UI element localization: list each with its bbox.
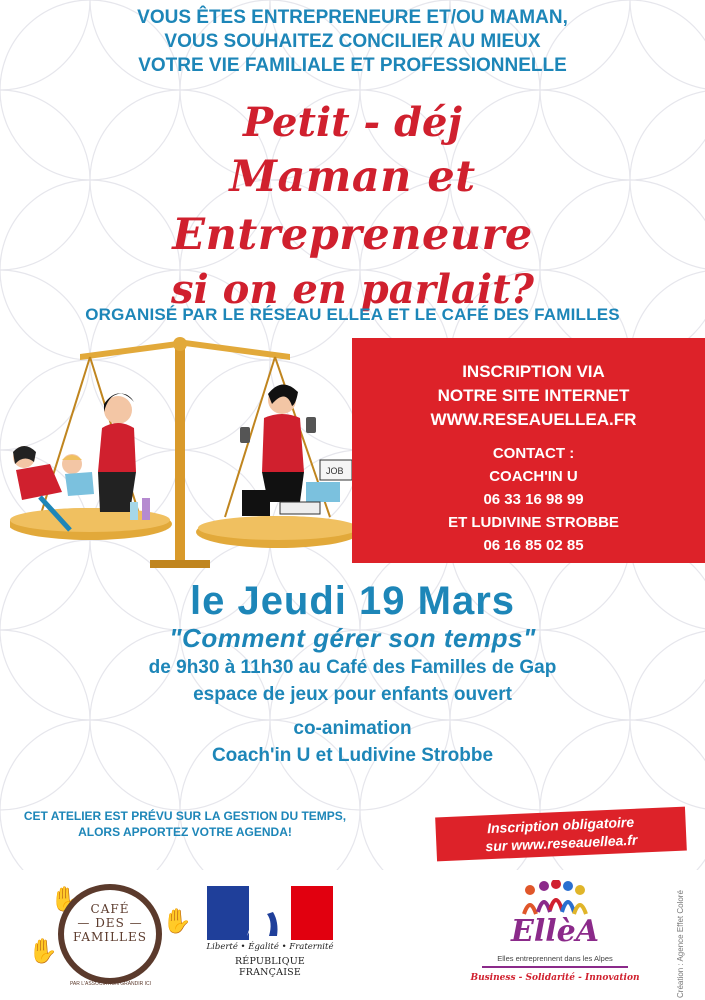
banner-line-1: Inscription obligatoire	[486, 813, 635, 837]
headline	[60, 98, 645, 316]
republique-motto: Liberté • Égalité • Fraternité	[206, 942, 334, 952]
registration-line-2: NOTRE SITE INTERNET	[437, 386, 630, 405]
footer-logos	[0, 870, 705, 1000]
republique-name: RÉPUBLIQUE FRANÇAISE	[234, 956, 306, 978]
headline-line-2: Maman et Entrepreneure	[172, 152, 533, 260]
banner-line-2: sur www.reseauellea.fr	[485, 831, 638, 855]
website-link[interactable]: WWW.RESEAUELLEA.FR	[430, 410, 637, 429]
cafe-logo-sub: PAR L'ASSOCIATION GRANDIR ICI	[69, 981, 152, 987]
cafe-logo-line-3: FAMILLES	[73, 930, 147, 944]
event-topic: "Comment gérer son temps"	[169, 623, 536, 653]
blue-hand-icon: ✋	[28, 938, 58, 965]
atelier-note-line-1: CET ATELIER EST PRÉVU SUR LA GESTION DU TEMPS,	[23, 809, 347, 823]
contact-phone-1[interactable]: 06 33 16 98 99	[483, 491, 584, 508]
contact-name-2: ET LUDIVINE STROBBE	[448, 514, 619, 531]
intro-text	[40, 6, 665, 78]
organizer-text: ORGANISÉ PAR LE RÉSEAU ELLEA ET LE CAFÉ DES FAMILLES	[85, 305, 620, 324]
atelier-note-line-2: ALORS APPORTEZ VOTRE AGENDA!	[78, 825, 292, 839]
yellow-hand-icon: ✋	[50, 886, 80, 913]
registration-line-1: INSCRIPTION VIA	[462, 362, 605, 381]
ellea-divider	[482, 966, 628, 968]
ellea-logo	[470, 878, 670, 996]
ellea-people-icon	[520, 880, 590, 916]
ellea-name: EllèA	[510, 914, 600, 949]
job-label: JOB	[326, 466, 344, 476]
cafe-logo-line-1: CAFÉ	[90, 902, 130, 916]
atelier-note	[10, 808, 360, 840]
intro-line-2: VOUS SOUHAITEZ CONCILIER AU MIEUX	[164, 31, 541, 52]
republique-francaise-logo	[205, 886, 335, 981]
coanimation-names: Coach'in U et Ludivine Strobbe	[211, 745, 494, 766]
contact-title: CONTACT :	[492, 445, 575, 462]
contact-info	[362, 442, 705, 557]
event-kids-space: espace de jeux pour enfants ouvert	[193, 684, 512, 705]
ellea-slogan: Business - Solidarité - Innovation	[470, 973, 640, 983]
registration-info	[362, 360, 705, 432]
event-date: le Jeudi 19 Mars	[189, 579, 516, 623]
cafe-des-familles-logo	[28, 880, 193, 998]
contact-phone-2[interactable]: 06 16 85 02 85	[483, 537, 584, 554]
cafe-logo-line-2: — DES —	[77, 916, 143, 930]
headline-line-1: Petit - déj	[243, 99, 462, 146]
intro-line-1: VOUS ÊTES ENTREPRENEURE ET/OU MAMAN,	[137, 7, 568, 28]
balance-scale-illustration	[10, 332, 360, 572]
coanimation-title: co-animation	[293, 718, 412, 739]
design-credit: Création : Agence Effet Coloré	[676, 890, 685, 998]
marianne-flag-icon	[207, 886, 333, 940]
event-time-place: de 9h30 à 11h30 au Café des Familles de Gap	[148, 657, 557, 678]
ellea-tagline: Elles entreprennent dans les Alpes	[497, 954, 613, 963]
headline-line-3: si on en parlait?	[171, 266, 534, 313]
contact-name-1: COACH'IN U	[489, 468, 578, 485]
orange-hand-icon: ✋	[162, 908, 192, 935]
info-box	[352, 338, 705, 563]
intro-line-3: VOTRE VIE FAMILIALE ET PROFESSIONNELLE	[138, 55, 567, 76]
event-details	[20, 580, 685, 769]
